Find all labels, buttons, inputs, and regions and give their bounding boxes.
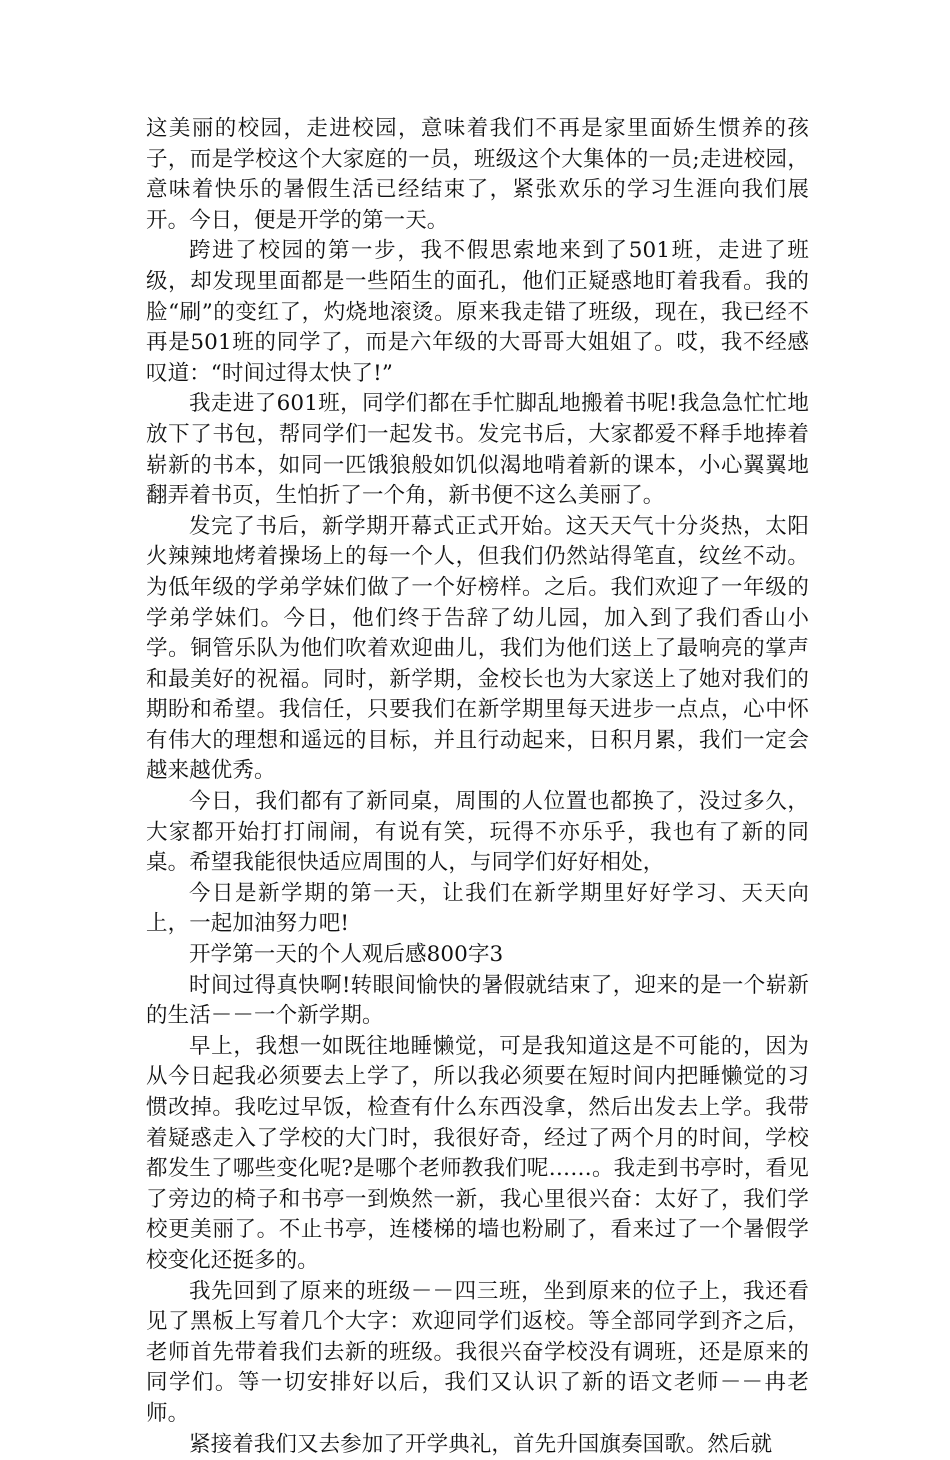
- paragraph-10: 紧接着我们又去参加了开学典礼，首先升国旗奏国歌。然后就: [189, 1431, 773, 1457]
- paragraph-6: 今日是新学期的第一天，让我们在新学期里好好学习、天天向上，一起加油努力吧!: [146, 880, 809, 937]
- paragraph-7: 时间过得真快啊!转眼间愉快的暑假就结束了，迎来的是一个崭新的生活－－一个新学期。: [146, 972, 809, 1029]
- paragraph-5: 今日，我们都有了新同桌，周围的人位置也都换了，没过多久，大家都开始打打闹闹，有说有笑，玩得不亦乐乎，我也有了新的同桌。希望我能很快适应周围的人，与同学们好好相处，: [146, 789, 809, 876]
- section-heading: 开学第一天的个人观后感800字3: [189, 942, 504, 968]
- paragraph-1: 这美丽的校园，走进校园，意味着我们不再是家里面娇生惯养的孩子，而是学校这个大家庭的一员，班级这个大集体的一员;走进校园，意味着快乐的暑假生活已经结束了，紧张欢乐的学习生涯向我们展开。今日，便是开学的第一天。: [146, 116, 809, 233]
- paragraph-2: 跨进了校园的第一步，我不假思索地来到了501班，走进了班级，却发现里面都是一些陌生的面孔，他们正疑惑地盯着我看。我的脸“刷”的变红了，灼烧地滚烫。原来我走错了班级，现在，我已经不再是501班的同学了，而是六年级的大哥哥大姐姐了。哎，我不经感叹道：“时间过得太快了!”: [146, 238, 809, 386]
- paragraph-3: 我走进了601班，同学们都在手忙脚乱地搬着书呢!我急急忙忙地放下了书包，帮同学们一起发书。发完书后，大家都爱不释手地捧着崭新的书本，如同一匹饿狼般如饥似渴地啃着新的课本，小心翼翼地翻弄着书页，生怕折了一个角，新书便不这么美丽了。: [146, 391, 809, 509]
- paragraph-4: 发完了书后，新学期开幕式正式开始。这天天气十分炎热，太阳火辣辣地烤着操场上的每一个人，但我们仍然站得笔直，纹丝不动。为低年级的学弟学妹们做了一个好榜样。之后。我们欢迎了一年级的学弟学妹们。今日，他们终于告辞了幼儿园，加入到了我们香山小学。铜管乐队为他们吹着欢迎曲儿，我们为他们送上了最响亮的掌声和最美好的祝福。同时，新学期，金校长也为大家送上了她对我们的期盼和希望。我信任，只要我们在新学期里每天进步一点点，心中怀有伟大的理想和遥远的目标，并且行动起来，日积月累，我们一定会越来越优秀。: [146, 513, 809, 784]
- document-page: [146, 114, 809, 1460]
- paragraph-8: 早上，我想一如既往地睡懒觉，可是我知道这是不可能的，因为从今日起我必须要去上学了，所以我必须要在短时间内把睡懒觉的习惯改掉。我吃过早饭，检查有什么东西没拿，然后出发去上学。我带着疑惑走入了学校的大门时，我很好奇，经过了两个月的时间，学校都发生了哪些变化呢?是哪个老师教我们呢……。我走到书亭时，看见了旁边的椅子和书亭一到焕然一新，我心里很兴奋：太好了，我们学校更美丽了。不止书亭，连楼梯的墙也粉刷了，看来过了一个暑假学校变化还挺多的。: [146, 1033, 809, 1273]
- paragraph-9: 我先回到了原来的班级－－四三班，坐到原来的位子上，我还看见了黑板上写着几个大字：欢迎同学们返校。等全部同学到齐之后，老师首先带着我们去新的班级。我很兴奋学校没有调班，还是原来的同学们。等一切安排好以后，我们又认识了新的语文老师－－冉老师。: [146, 1278, 809, 1426]
